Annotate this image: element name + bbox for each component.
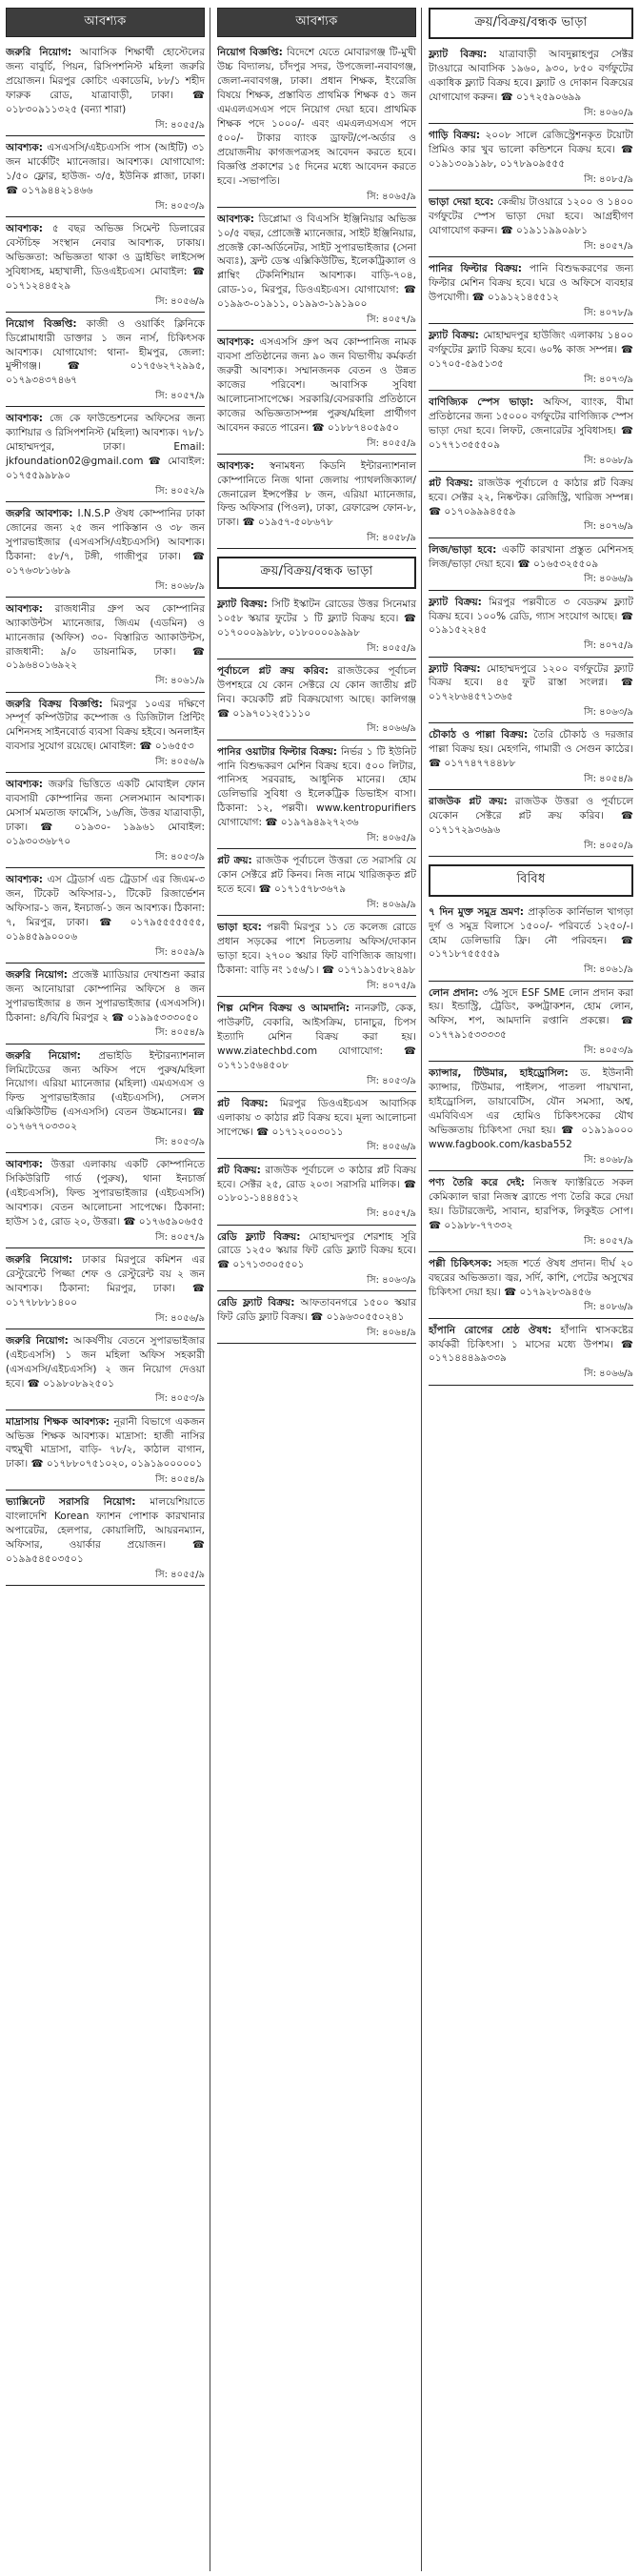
classified-ad	[217, 1227, 416, 1294]
ad-keyword: নিয়োগ বিজ্ঞপ্তি:	[217, 47, 283, 59]
ad-code: সি: ৪০৬৬/৯	[429, 573, 633, 590]
ad-keyword: মাদ্রাসায় শিক্ষক আবশ্যক:	[6, 1415, 110, 1428]
classified-ad	[6, 1046, 205, 1156]
ad-body: স্বনামধন্য কিডনি ইন্টারন্যাশনাল কোম্পানিতে নিজ থানা জেলায় প্যাথলজিক্যাল/জেনারেল ইন্সপেক্টর ৮ জন, এরিয়া ম্যানেজার, ফিল্ড অফিসার (পিওল), ঢাকা, রেফারেন্স ফোন-৮, ঢাকা। ☎ ০১৯৫৭-৫০৮৬৭৮	[217, 459, 416, 529]
ad-body: রাজউক পূর্বাচলে উত্তরা তে সরাসরি যে কোন সেক্টরে প্লট কিনব। নিজ নামে খারিজকৃত প্লট হতে হবে। ☎ ০১৭১৫৭৮৩৬৭৯	[217, 855, 416, 896]
ad-keyword: হাঁপানি রোগের শ্রেষ্ঠ ঔষধ:	[429, 1324, 552, 1336]
classified-ad	[6, 219, 205, 314]
ad-code: সি: ৪০৬০/৯	[429, 107, 633, 124]
classified-ad	[6, 138, 205, 219]
classified-ad	[217, 918, 416, 999]
ad-code: সি: ৪০৬৫/৯	[217, 191, 416, 208]
classified-ad	[217, 661, 416, 742]
ad-keyword: পূর্বাচলে প্লট ক্রয় করিব:	[217, 664, 329, 677]
ad-body: তৈরি চৌকাঠ ও দরজার পাল্লা বিক্রয় হয়। মেহগনি, গামারী ও সেগুন কাঠের। ☎ ০১৭৭৪৭৭৪৪৮৮	[429, 729, 633, 770]
ads-list	[429, 45, 633, 859]
ad-keyword: ফ্ল্যাট বিক্রয়:	[429, 662, 481, 675]
classified-ad	[429, 1173, 633, 1254]
classified-ad	[6, 870, 205, 965]
ad-code: সি: ৪০৫৬/৯	[6, 1312, 205, 1329]
ad-code: সি: ৪০৬৮/৯	[429, 455, 633, 472]
ad-keyword: ভ্যাক্সিনেট সরাসরি নিয়োগ:	[6, 1496, 136, 1509]
ad-code: সি: ৪০৫৭/৯	[429, 240, 633, 257]
ad-keyword: লোন প্রদান:	[429, 986, 479, 999]
ad-body: আবাসিক শিক্ষার্থী হোস্টেলের জন্য বাবুর্চি, পিয়ন, রিসিপশনিস্ট মহিলা জরুরি প্রয়োজন। মিরপুর কোচিং একাডেমি, ৮৮/১ শহীদ ফারুক রোড, যাত্রাবাড়ী, ঢাকা। ☎ ০১৮৩০৯১১৩২৫ (বন্যা শারা)	[6, 47, 206, 116]
ad-keyword: পণ্য তৈরি করে দেই:	[429, 1176, 526, 1188]
ad-code: সি: ৪০৫৭/৯	[217, 314, 416, 331]
ad-code: সি: ৪০৫৩/৯	[429, 1045, 633, 1062]
ad-keyword: পল্লী চিকিৎসক:	[429, 1257, 492, 1269]
ad-code: সি: ৪০৫৭/৯	[6, 390, 205, 407]
ad-keyword: চৌকাঠ ও পাল্লা বিক্রয়:	[429, 729, 529, 741]
classified-ad	[6, 43, 205, 138]
ad-code: সি: ৪০৫৪/৯	[6, 1026, 205, 1044]
ad-keyword: ক্যান্সার, টিউমার, হাইড্রোসিল:	[429, 1067, 569, 1080]
ad-code: সি: ৪০৫৪/৯	[6, 1473, 205, 1491]
ad-body: মালয়েশিয়াতে বাংলাদেশি Korean ফ্যাশন পোশাক কারখানার অপারেটর, হেলপার, কোয়ালিটি, আয়রনম্যান, অফিসার, ওয়ার্কার প্রয়োজন। ☎ ০১৯৯৫৪৫০৩৫০১	[6, 1496, 205, 1566]
ad-body: বিদেশে যেতে মোবারগঞ্জ টি-মুখী উচ্চ বিদ্যালয়, চাঁদপুর সদর, উপজেলা-নবাবগঞ্জ, জেলা-নবাবগঞ্জ, ঢাকা। প্রধান শিক্ষক, ইংরেজি বিষয়ে শিক্ষক, প্রস্তাবিত প্রাথমিক শিক্ষক ৫১ জন এমএলএসএস পদে নিয়োগ দেয়া হবে। প্রাথমিক শিক্ষক পদে ১০০০/- এবং এমএলএসএস পদে ৫০০/- টাকার ব্যাংক ড্রাফট/পে-অর্ডার ও প্রয়োজনীয় কাগজপত্রসহ আবেদন করতে হবে। বিজ্ঞপ্তি প্রকাশের ১৫ দিনের মধ্যে আবেদন করতে হবে। -সভাপতি।	[217, 47, 416, 187]
ad-body: মোহাম্মদপুর শেরশাহ সূরি রোডে ১২৫০ স্কয়ার ফিট রেডি ফ্ল্যাট বিক্রয় হবে। ☎ ০১৭১৩৩০৫৫০১	[217, 1230, 417, 1271]
ad-keyword: জরুরি নিয়োগ:	[6, 1253, 73, 1266]
ad-keyword: আবশ্যক:	[6, 142, 43, 154]
category-header: বিবিধ	[429, 864, 633, 896]
classified-ad	[429, 1064, 633, 1173]
ad-keyword: ভাড়া হবে:	[217, 922, 262, 934]
ad-body: অফিস, ব্যাংক, বীমা প্রতিষ্ঠানের জন্য ১৫০০০ বর্গফুটের বাণিজ্যিক স্পেস ভাড়া দেয়া হবে। লিফট, জেনারেটর সুবিধাসহ। ☎ ০১৭৭১৩৫৫৫০৯	[429, 396, 633, 451]
ad-keyword: ফ্ল্যাট বিক্রয়:	[429, 49, 488, 61]
ad-code: সি: ৪০৫৩/৯	[6, 1136, 205, 1153]
ads-list	[217, 595, 416, 1347]
classified-ad	[217, 456, 416, 552]
classified-ad	[217, 43, 416, 209]
ad-body: প্রজেক্ট ম্যাডিয়ার দেখাশুনা করার জন্য আনোয়ারা কোম্পানির অফিসে ৪ জন সুপারভাইজার ৪ জন সুপারভাইজার (এসএসসি)। ঠিকানা: ৪/বি/বি মিরপুর ২ ☎ ০১৯৯৫৩৩৩০৫০	[6, 968, 206, 1024]
classified-ad	[217, 333, 416, 456]
classified-ad	[429, 474, 633, 540]
ad-body: মোহাম্মদপুরে ১২০০ বর্গফুটের ফ্ল্যাট বিক্রয় হবে। ৪৫ ফুট রাস্তা সংলগ্ন। ☎ ০১৭২৮৬৪৫৭১৩৬৫	[429, 662, 633, 703]
classified-ad	[429, 1254, 633, 1321]
ads-list	[217, 43, 416, 551]
ad-keyword: ৭ দিন মুক্ত সমুদ্র ভ্রমণ:	[429, 905, 524, 918]
ad-keyword: প্লট বিক্রয়:	[217, 1097, 269, 1109]
ad-body: মোহাম্মদপুর হাউজিং এলাকায় ১৪০০ বর্গফুটের ফ্ল্যাট বিক্রয় হবে। ৬০% কাজ সম্পন্ন। ☎ ০১৭০৫-৫৯৫১৩৫	[429, 329, 633, 370]
ad-body: যাত্রাবাড়ী আবদুল্লাহপুর সেক্টর টাওয়ারে আবাসিক ১৯৬০, ৯৩০, ৮৫০ বর্গফুটের একাধিক ফ্ল্যাট বিক্রয় হবে। ফ্ল্যাট ও দোকান বিক্রয়ের যোগাযোগ করুন। ☎ ০১৭২৫৯০৬৯৯	[429, 49, 633, 104]
ad-code: সি: ৪০৫৭/৯	[429, 1235, 633, 1252]
ad-code: সি: ৪০৫২/৯	[6, 485, 205, 502]
ad-body: প্রভাইডি ইন্টারন্যাশনাল লিমিটেডের জন্য অফিস পদে পুরুষ/মহিলা নিয়োগ। এরিয়া ম্যানেজার (মহিলা) এমএসএস ও ফিল্ড সুপারভাইজার (এইচএসসি), সেলস এক্সিকিউটিভ (এসএসসি) বেতন উচ্চমানের। ☎ ০১৭৬৭৭০৩৩০২	[6, 1049, 205, 1133]
classified-ad	[6, 775, 205, 870]
classified-ad	[217, 210, 416, 334]
ad-code: সি: ৪০৬৮/৯	[429, 1154, 633, 1171]
ad-keyword: প্লট ক্রয়:	[217, 855, 252, 867]
ad-keyword: গাড়ি বিক্রয়:	[429, 130, 481, 142]
ad-code: সি: ৪০৫৫/৯	[217, 642, 416, 659]
classified-ad	[429, 326, 633, 393]
ad-keyword: জরুরি নিয়োগ:	[6, 968, 68, 981]
ad-code: সি: ৪০৬৬/৯	[217, 722, 416, 740]
ad-code: সি: ৪০৫৫/৯	[6, 119, 205, 136]
ad-keyword: আবশ্যক:	[217, 336, 254, 349]
ad-code: সি: ৪০৭৫/৯	[429, 639, 633, 657]
ad-code: সি: ৪০৭৮/৯	[429, 307, 633, 324]
ad-keyword: জরুরি নিয়োগ:	[6, 1049, 81, 1062]
classified-ad	[429, 792, 633, 859]
ad-body: প্রাকৃতিক কার্নিভাল খাগড়া দুর্গ ও সমুদ্র বিলাসে ১৫০০/- পরিবর্তে ১২৫০/-। হোম ডেলিভারি ফ্রি। নৌ পরিবহন। ☎ ০১৭১৮৭৫৫৫৫৯	[429, 905, 633, 961]
ad-code: সি: ৪০৮৫/৯	[429, 173, 633, 191]
ad-keyword: প্লট বিক্রয়:	[217, 1164, 261, 1176]
ads-list	[6, 43, 205, 1588]
ad-code: সি: ৪০৫৫/৯	[217, 437, 416, 455]
ad-keyword: আবশ্যক:	[6, 602, 43, 615]
ad-code: সি: ৪০৭৩/৯	[429, 374, 633, 391]
classified-ad	[6, 1412, 205, 1493]
ad-body: উত্তরা এলাকায় একটি কোম্পানিতে সিকিউরিটি গার্ড (পুরুষ), থানা ইনচার্জ (এইচএসসি), ফিল্ড সুপারভাইজার (এইচএসসি) আবশ্যক। বেতন আলোচনা সাপেক্ষে। ঠিকানা: হাউস ১৫, রোড ২০, উত্তরা। ☎ ০১৭৬৫৯০৬৫৫	[6, 1159, 205, 1227]
ad-body: মিরপুর পল্লবীতে ৩ বেডরুম ফ্ল্যাট বিক্রয় হবে। ১০০% রেডি, গ্যাস সংযোগ আছে। ☎ ০১৯১৫২২৪৫	[429, 596, 633, 637]
ad-body: একটি কারখানা প্রস্তুত মেশিনসহ লিজ/ভাড়া দেয়া হবে। ☎ ০১৬৫৩২৫৫০৯	[429, 543, 633, 570]
ad-body: ড. ইউনানী ক্যান্সার, টিউমার, পাইলস, পাতলা পায়খানা, হাইড্রোসিল, ডায়াবেটিস, যৌন সমস্যা, অশ্ব, এমবিবিএস এর হোমিও চিকিৎসকের যৌথ অভিজ্ঞতায় চিকিৎসা দেয়া হয়। ☎ ০১৯১৯০০০ www.fagbook.com/kasba552	[429, 1067, 633, 1150]
ad-body: রাজধানীর গ্রুপ অব কোম্পানির অ্যাকাউন্টস ম্যানেজার, জিএম (এডমিন) ও ম্যানেজার (অফিস) ৩০- বিস্তারিত অ্যাকাউন্টস, রাজধানী: ৯/০ ডায়নামিক, ঢাকা। ☎ ০১৯৬৪০১৬৯২২	[6, 602, 206, 672]
column-3	[429, 8, 633, 2571]
classified-ad	[217, 595, 416, 661]
classified-ad	[6, 1250, 205, 1331]
ad-keyword: আবশ্যক:	[6, 222, 43, 234]
column-1	[6, 8, 210, 2571]
ad-keyword: আবশ্যক:	[6, 779, 43, 791]
classified-ad	[6, 409, 205, 504]
ad-code: সি: ৪০৬৪/৯	[217, 1327, 416, 1344]
ad-body: ডিপ্লোমা ও বিএসসি ইঞ্জিনিয়ার অভিজ্ঞ ১০/৫ বছর, প্রোজেক্ট ম্যানেজার, সাইট ইঞ্জিনিয়ার, প্রজেক্ট কো-অর্ডিনেটর, সাইট সুপারভাইজার (সেনা অব্যঃ), ফ্রন্ট ডেস্ক এক্সিকিউটিভ, ইলেকট্রিক্যাল ও প্লাম্বিং টেকনিশিয়ান আবশ্যক। বাড়ি-৭০৪, রোড-১০, মিরপুর, ডিওএইচএস। যোগাযোগ: ☎ ০১৯৯৩-০১৯১১, ০১৯৯৩-১৯১৯০০	[217, 213, 417, 311]
classified-ad	[6, 314, 205, 410]
ad-keyword: আবশ্যক:	[6, 1159, 43, 1171]
ad-keyword: ফ্ল্যাট বিক্রয়:	[217, 598, 268, 610]
ad-code: সি: ৪০৫৩/৯	[6, 851, 205, 868]
ad-code: সি: ৪০৫৫/৯	[6, 1569, 205, 1586]
classified-ad	[6, 1492, 205, 1588]
ad-keyword: ফ্ল্যাট বিক্রয়:	[429, 329, 479, 341]
ad-code: সি: ৪০৬৩/৯	[217, 1274, 416, 1291]
ad-body: I.N.S.P ঔষধ কোম্পানির ঢাকা জোনের জন্য ২৫ জন পাকিস্তান ও ৩৮ জন সুপারভাইজার (এসএসসি/এইচএসসি) আবশ্যক। ঠিকানা: ৫৮/৭, টঙ্গী, গাজীপুর ঢাকা। ☎ ০১৭৬৩৮১৬৮৯	[6, 508, 206, 577]
ad-code: সি: ৪০৬১/৯	[429, 963, 633, 981]
ad-keyword: পানির ফিল্টার বিক্রয়:	[429, 263, 522, 275]
ad-code: সি: ৪০৬৮/৯	[6, 580, 205, 598]
ad-code: সি: ৪০৫৭/৯	[217, 1207, 416, 1225]
ad-body: রাজউকের পূর্বাচল উপশহরে যে কোন সেক্টরে যে কোন জাতীয় প্লট নিব। কয়েকটি প্লট বিক্রয়যোগ্য আছে। কালিগঞ্জ ☎ ০১৯৭০১২৫১১১০	[217, 664, 417, 720]
ad-code: সি: ৪০৫৪/৯	[429, 773, 633, 790]
ad-code: সি: ৪০৬৬/৯	[429, 1368, 633, 1385]
ad-body: জে কে ফাউন্ডেশনের অফিসের জন্য ক্যাশিয়ার ও রিসিপশনিস্ট (মহিলা) আবশ্যক। ৭৮/১ মোহাম্মদপুর, ঢাকা। Email: jkfoundation02@gmail.com ☎ মোবাইল: ০১৭৫৫৯৯৮৯০	[6, 413, 205, 482]
ad-body: এসএসসি/এইচএসসি পাস (আইটি) ৩১ জন মার্কেটিং ম্যানেজার। আবশ্যক। যোগাযোগ: ১/৫০ ফ্লোর, হাউজ- ৩/৫, ইউনিক প্লাজা, ঢাকা। ☎ ০১৭৯৪৪২১৪৬৬	[6, 142, 205, 196]
ad-code: সি: ৪০৫৮/৯	[217, 532, 416, 549]
classified-ad	[217, 999, 416, 1094]
ad-code: সি: ৪০৫৭/৯	[6, 1231, 205, 1248]
ad-keyword: আবশ্যক:	[6, 413, 43, 425]
ad-keyword: নিয়োগ বিজ্ঞপ্তি:	[6, 317, 77, 330]
ad-keyword: রাজউক প্লট ক্রয়:	[429, 796, 508, 808]
ad-code: সি: ৪০৭৬/৯	[429, 520, 633, 538]
classified-ad	[6, 504, 205, 599]
ad-body: ৫ বছর অভিজ্ঞ সিমেন্ট ডিলারের বেস্টচিহ্ন সংস্থান নেবার আবশ্যক, ঢাকায়। অভিজ্ঞতা: অভিজ্ঞতা থাকা ও ড্রাইভিং লাইসেন্স সুবিধাসহ, মহাখালী, ডিওএইচএস। মোবাইল: ☎ ০১৭১২৪৪৫২৯	[6, 222, 205, 292]
ad-keyword: লিজ/ভাড়া হবে:	[429, 543, 497, 556]
ad-keyword: ফ্ল্যাট বিক্রয়:	[429, 596, 482, 608]
classified-ad	[429, 1321, 633, 1388]
classified-ad	[6, 965, 205, 1046]
ad-keyword: প্লট বিক্রয়:	[429, 477, 473, 489]
ad-code: সি: ৪০৫৬/৯	[6, 295, 205, 313]
ad-keyword: আবশ্যক:	[217, 459, 254, 472]
ad-body: এস ট্রেডার্স এন্ড ট্রেডার্স এর জিএম-৩ জন, টিকেট অফিসার-১, টিকেট রিজার্ভেশন অফিসার-১ জন, ইনচার্জ-১ জন আবশ্যক। ঠিকানা: ৭, মিরপুর, ঢাকা। ☎ ০১৭৯৫৫৫৫৫৫৫, ০১৯৪৫৯৯০০০৬	[6, 874, 205, 943]
category-header: ক্রয়/বিক্রয়/বন্ধক ভাড়া	[429, 8, 633, 39]
classified-ad	[217, 1094, 416, 1161]
ad-keyword: জরুরি আবশ্যক:	[6, 508, 73, 520]
ad-code: সি: ৪০৬১/৯	[6, 675, 205, 692]
ad-body: মিরপুর ডিওএইচএস আবাসিক এলাকায় ৩ কাঠার প্লট বিক্রয় হবে। মূল্য আলোচনা সাপেক্ষে। ☎ ০১৭১২০০৩০১১	[217, 1097, 417, 1138]
classified-ad	[429, 540, 633, 593]
category-header: আবশ্যক	[217, 8, 416, 37]
ad-body: হাঁপানি শ্বাসকষ্টের কার্যকরী চিকিৎসা। ১ মাসের মধ্যে উপশম। ☎ ০১৭১৪৪৪৯৯৩৩৯	[429, 1324, 633, 1365]
ad-body: নিজস্ব ফ্যাক্টরিতে সকল কেমিক্যাল দ্বারা নিজস্ব ব্র্যান্ডে পণ্য তৈরি করে দেয়া হয়। ডিটারজেন্ট, সাবান, হারপিক, লিকুইড সোপ। ☎ ০১৯৮৮-৭৭৩৩২	[429, 1176, 633, 1231]
ad-body: এসএসসি গ্রুপ অব কোম্পানিজ নামক ব্যবসা প্রতিষ্ঠানের জন্য ৯০ জন বিভাগীয় কর্মকর্তা জরুরী আবশ্যক। সম্মানজনক বেতন ও উন্নত কাজের পরিবেশ। আবাসিক সুবিধা আলোচনাসাপেক্ষে। সরকারি/বেসরকারি প্রতিষ্ঠানে কাজের অভিজ্ঞতাসম্পন্ন পুরুষ/মহিলা প্রার্থীগণ আবেদন করতে পারেন। ☎ ০১৮৮৭৪০৫৯৫০	[217, 336, 416, 434]
ad-keyword: জরুরি নিয়োগ:	[6, 47, 72, 59]
classified-ad	[217, 851, 416, 918]
classified-ad	[429, 45, 633, 126]
classified-ad	[429, 593, 633, 659]
ad-keyword: আবশ্যক:	[217, 213, 254, 225]
ad-body: আকর্ষণীয় বেতনে সুপারভাইজার (এইচএসসি) ১ জন মহিলা অফিস সহকারী (এসএসসি/এইচএসসি) ২ জন নিয়োগ দেওয়া হবে। ☎ ০১৯৮০৮৯২৫০১	[6, 1334, 206, 1389]
ad-code: সি: ৪০৫৯/৯	[6, 946, 205, 963]
ad-body: কাজী ও ওয়ার্কিং ক্লিনিকে ডিপ্লোমাধারী ডাক্তার ১ জন নার্স, চিকিৎসক আবশ্যক। যোগাযোগ: থানা- হীমপুর, জেলা: মুন্সীগঞ্জ। ☎ ০১৭৫৬২৭২৯৯৫, ০১৭৯৩৪৩৭৪৬৭	[6, 317, 205, 387]
classified-ad	[429, 126, 633, 193]
ad-code: সি: ৪০৫৩/৯	[6, 1392, 205, 1410]
classified-ad	[6, 599, 205, 695]
ad-body: কেন্দ্রীয় টাওয়ারে ১২০০ ও ১৪০০ বর্গফুটের স্পেস ভাড়া দেয়া হবে। আগ্রহীগণ যোগাযোগ করুন। ☎ ০১৯১১৯৯০৯৮১	[429, 196, 633, 236]
classified-ad	[6, 1331, 205, 1412]
ad-keyword: ভাড়া দেয়া হবে:	[429, 196, 494, 209]
ad-body: নির্ভর ১ টি ইউনিট পানি বিশুদ্ধকরণ মেশিন বিক্রয় হবে। ৫০০ লিটার, পানিসহ সরবরাহ, আধুনিক মানের। হোম ডেলিভারি সুবিধা ও ইলেকট্রিক ডিভাইস বাসা। ঠিকানা: ১২, পল্লবী। www.kentropurifiers যোগাযোগ: ☎ ০১৯৭৯৪৯২৭২৩৬	[217, 745, 417, 829]
ad-code: সি: ৪০৮৬/৯	[429, 1301, 633, 1318]
ad-body: আফতাবনগরে ১৫০০ স্কয়ার ফিট রেডি ফ্ল্যাট বিক্রয়। ☎ ০১৯৬৩০৫৫০২৪১	[217, 1297, 416, 1324]
classified-ad	[6, 1155, 205, 1250]
ad-code: সি: ৪০৫৩/৯	[217, 1075, 416, 1092]
ad-body: মিরপুর ১০এর দক্ষিণে সম্পূর্ণ কম্পিউটার কম্পোজ ও ডিজিটাল প্রিন্টিং মেশিনসহ সাইনবোর্ড ব্যবসা বিক্রয় হইবে। অনলাইন ব্যবসার সুযোগ রয়েছে। মোবাইল: ☎ ০১৬৫৫৩	[6, 698, 205, 753]
ads-list	[429, 903, 633, 1388]
ad-body: ৩% সুদে ESF SME লোন প্রদান করা হয়। ইন্ডাস্ট্রি, ট্রেডিং, কন্সট্রাকশন, হোম লোন, অফিস, শপ, আমদানি রপ্তানি প্রকল্পে। ☎ ০১৭৭৯১৫৩৩৩৩৫	[429, 986, 633, 1042]
classified-ad	[429, 725, 633, 792]
ad-body: পানি বিশুদ্ধকরণের জন্য ফিল্টার মেশিন বিক্রয় হবে। ঘরে ও অফিসে ব্যবহার উপযোগী। ☎ ০১৯১২১৪৫৫১২	[429, 263, 633, 303]
ad-body: ২০০৮ সালে রেজিস্ট্রেশনকৃত টয়োটা প্রিমিও কার খুব ভালো কন্ডিশনে বিক্রয় হবে। ☎ ০১৯১৩০৯১৯৮, ০১৭৮৯০৯৫৫৫	[429, 130, 633, 171]
ad-body: পল্লবী মিরপুর ১১ তে কলেজ রোডে প্রধান সড়কের পাশে নিচতলায় অফিস/দোকান ভাড়া হবে। ২৭০০ স্কয়ার ফিট বাণিজ্যিক জায়গা। ঠিকানা: বাড়ি নং ১৫৬/১। ☎ ০১৭১৯১৫৮২৪৯৮	[217, 922, 416, 976]
ad-keyword: রেডি ফ্ল্যাট বিক্রয়:	[217, 1297, 295, 1309]
ad-body: নূরানী বিভাগে একজন অভিজ্ঞ শিক্ষক আবশ্যক। মাদ্রাসা: হাজী নাসির বহুমুখী মাদ্রাসা, বাড়ি- ৭৮/২, কাঠাল বাগান, ঢাকা। ☎ ০১৭৮৮০৭৫১০২০, ০১৯১৯০০০০০১	[6, 1415, 205, 1471]
ad-body: জরুরি ভিত্তিতে একটি মোবাইল ফোন ব্যবসায়ী কোম্পানির জন্য সেলসম্যান আবশ্যক। মেসার্স মমতাজ ফার্মেসি, ১৬/জি, উত্তর যাত্রাবাড়ী, ঢাকা। ☎ ০১৯৩০- ১৯৯৬১ মোবাইল: ০১৯৩০৩৬৮৭০	[6, 779, 205, 848]
classified-ad	[217, 1293, 416, 1346]
ad-body: রাজউক উত্তরা ও পূর্বাচলে যেকোন সেক্টরে প্লট ক্রয় করিব। ☎ ০১৭১৭২৯৩৬৯৬	[429, 796, 633, 837]
ad-body: রাজউক পূর্বাচলে ৫ কাঠার প্লট বিক্রয় হবে। সেক্টর ২২, নিষ্কণ্টক। রেজিস্ট্রি, খারিজ সম্পন্ন। ☎ ০১৭০৯৯৯৪৫৫৯	[429, 477, 633, 517]
classified-ad	[429, 193, 633, 259]
ad-code: সি: ৪০৬৯/৯	[217, 899, 416, 916]
ad-body: ঢাকার মিরপুরে কমিশন এর রেস্টুরেন্টে পিজ্জা শেফ ও রেস্টুরেন্ট বয় ২ জন আবশ্যক। ঠিকানা: মিরপুর, ঢাকা। ☎ ০১৭৭৮৮৮১৪০০	[6, 1253, 205, 1308]
classified-ad	[217, 1161, 416, 1227]
ad-body: সিটি ইস্কাটন রোডের উত্তর সিনেমার ১০৫৮ স্কয়ার ফুটের ১ টি ফ্ল্যাট বিক্রয় হবে। ☎ ০১৭০০০৯৯৮৮, ০১৮০০০০৯৯৯৮	[217, 598, 416, 639]
classified-ad	[429, 259, 633, 326]
classified-ad	[6, 695, 205, 776]
ad-code: সি: ৪০৫৩/৯	[6, 200, 205, 217]
category-header: ক্রয়/বিক্রয়/বন্ধক ভাড়া	[217, 557, 416, 588]
column-2	[217, 8, 422, 2571]
classified-ad	[217, 742, 416, 852]
ad-body: রাজউক পূর্বাচলে ৩ কাঠার প্লট বিক্রয় হবে। সেক্টর ২৫, রোড ২০৩। সরাসরি মালিক। ☎ ০১৮০১-১৪৪৪৫১২	[217, 1164, 417, 1205]
ad-code: সি: ৪০৬৫/৯	[217, 832, 416, 849]
ad-keyword: জরুরি বিক্রয় বিজ্ঞপ্তি:	[6, 698, 103, 710]
ad-code: সি: ৪০৫৬/৯	[217, 1141, 416, 1158]
ad-code: সি: ৪০৬৩/৯	[429, 706, 633, 723]
ad-code: সি: ৪০৫৬/৯	[6, 756, 205, 773]
ad-body: সহজ শর্তে ঔষধ প্রদান। দীর্ঘ ২০ বছরের অভিজ্ঞতা। জ্বর, সর্দি, কাশি, পেটের অসুখের চিকিৎসা দেয়া হয়। ☎ ০১৭৯২৮৩৯৪৫৬	[429, 1257, 633, 1298]
ad-keyword: শিল্প মেশিন বিক্রয় ও আমদানি:	[217, 1003, 350, 1014]
ad-keyword: রেডি ফ্ল্যাট বিক্রয়:	[217, 1230, 301, 1243]
ad-code: সি: ৪০৫০/৯	[429, 840, 633, 857]
ad-keyword: বাণিজ্যিক স্পেস ভাড়া:	[429, 396, 534, 408]
classified-ad	[429, 659, 633, 726]
classified-ad	[429, 984, 633, 1065]
ad-keyword: আবশ্যক:	[6, 874, 43, 886]
ad-keyword: পানির ওয়াটার ফিল্টার বিক্রয়:	[217, 745, 337, 758]
ad-code: সি: ৪০৭৫/৯	[217, 980, 416, 997]
ad-body: নানরুটি, কেক, পাউরুটি, বেকারি, আইসক্রিম, চানাচুর, চিপস ইত্যাদি মেশিন বিক্রয় করা হয়। www.ziatechbd.com যোগাযোগ: ☎ ০১৭১১৫৬৪৫০৮	[217, 1003, 416, 1071]
classified-ad	[429, 903, 633, 984]
ad-keyword: জরুরি নিয়োগ:	[6, 1334, 69, 1347]
category-header: আবশ্যক	[6, 8, 205, 37]
classified-ad	[429, 393, 633, 474]
